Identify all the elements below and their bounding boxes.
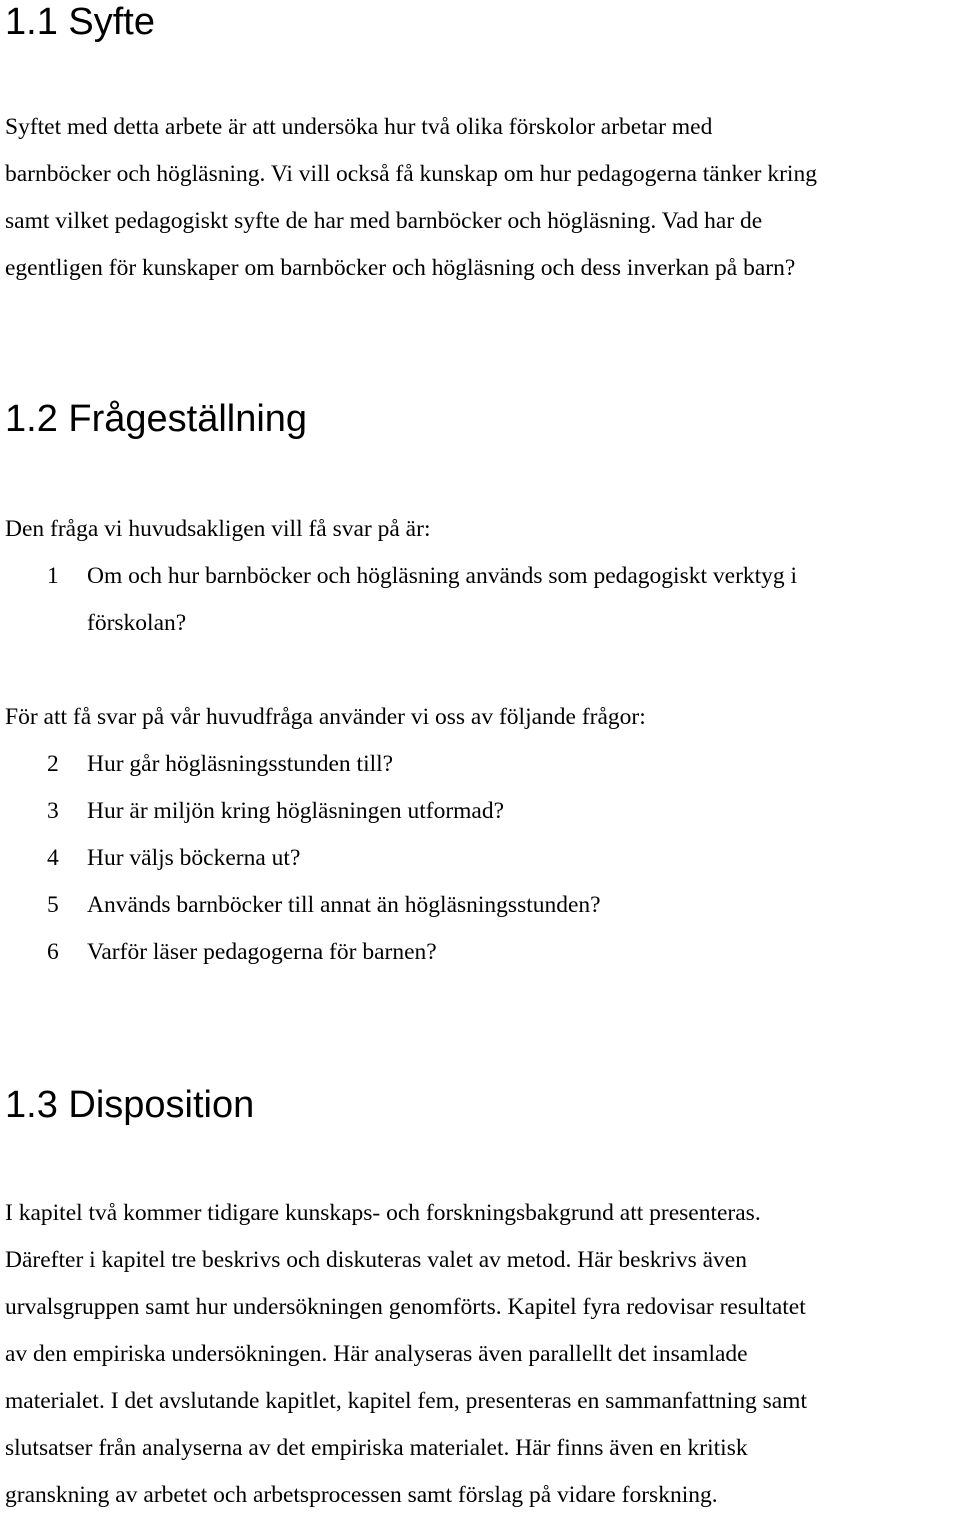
list-number: 5 [47,892,59,918]
text-line: barnböcker och högläsning. Vi vill också få kunskap om hur pedagogerna tänker kring [5,161,817,187]
sub-intro-text: För att få svar på vår huvudfråga använder vi oss av följande frågor: [5,704,646,730]
list-text-continued: förskolan? [87,610,187,636]
list-text: Används barnböcker till annat än högläsningsstunden? [87,892,601,918]
text-line: urvalsgruppen samt hur undersökningen genomförts. Kapitel fyra redovisar resultatet [5,1294,806,1320]
list-number: 2 [47,751,59,777]
section-heading-syfte: 1.1 Syfte [5,1,155,43]
list-number: 1 [47,563,59,589]
text-line: slutsatser från analyserna av det empiriska materialet. Här finns även en kritisk [5,1435,748,1461]
text-line: I kapitel två kommer tidigare kunskaps- och forskningsbakgrund att presenteras. [5,1200,761,1226]
list-text: Varför läser pedagogerna för barnen? [87,939,437,965]
list-number: 4 [47,845,59,871]
list-text: Hur är miljön kring högläsningen utformad? [87,798,505,824]
list-text: Hur väljs böckerna ut? [87,845,301,871]
section-heading-fragestallning: 1.2 Frågeställning [5,398,308,440]
text-line: egentligen för kunskaper om barnböcker och högläsning och dess inverkan på barn? [5,255,796,281]
text-line: granskning av arbetet och arbetsprocessen samt förslag på vidare forskning. [5,1482,718,1508]
text-line: materialet. I det avslutande kapitlet, kapitel fem, presenteras en sammanfattning samt [5,1388,807,1414]
section-heading-disposition: 1.3 Disposition [5,1084,255,1126]
intro-text: Den fråga vi huvudsakligen vill få svar på är: [5,516,431,542]
text-line: Syftet med detta arbete är att undersöka hur två olika förskolor arbetar med [5,114,713,140]
list-number: 6 [47,939,59,965]
text-line: samt vilket pedagogiskt syfte de har med barnböcker och högläsning. Vad har de [5,208,763,234]
paragraph-syfte [5,104,817,292]
list-number: 3 [47,798,59,824]
list-text: Hur går högläsningsstunden till? [87,751,394,777]
paragraph-disposition [5,1190,807,1519]
text-line: Därefter i kapitel tre beskrivs och diskuteras valet av metod. Här beskrivs även [5,1247,747,1273]
text-line: av den empiriska undersökningen. Här analyseras även parallellt det insamlade [5,1341,748,1367]
list-text: Om och hur barnböcker och högläsning används som pedagogiskt verktyg i [87,563,798,589]
